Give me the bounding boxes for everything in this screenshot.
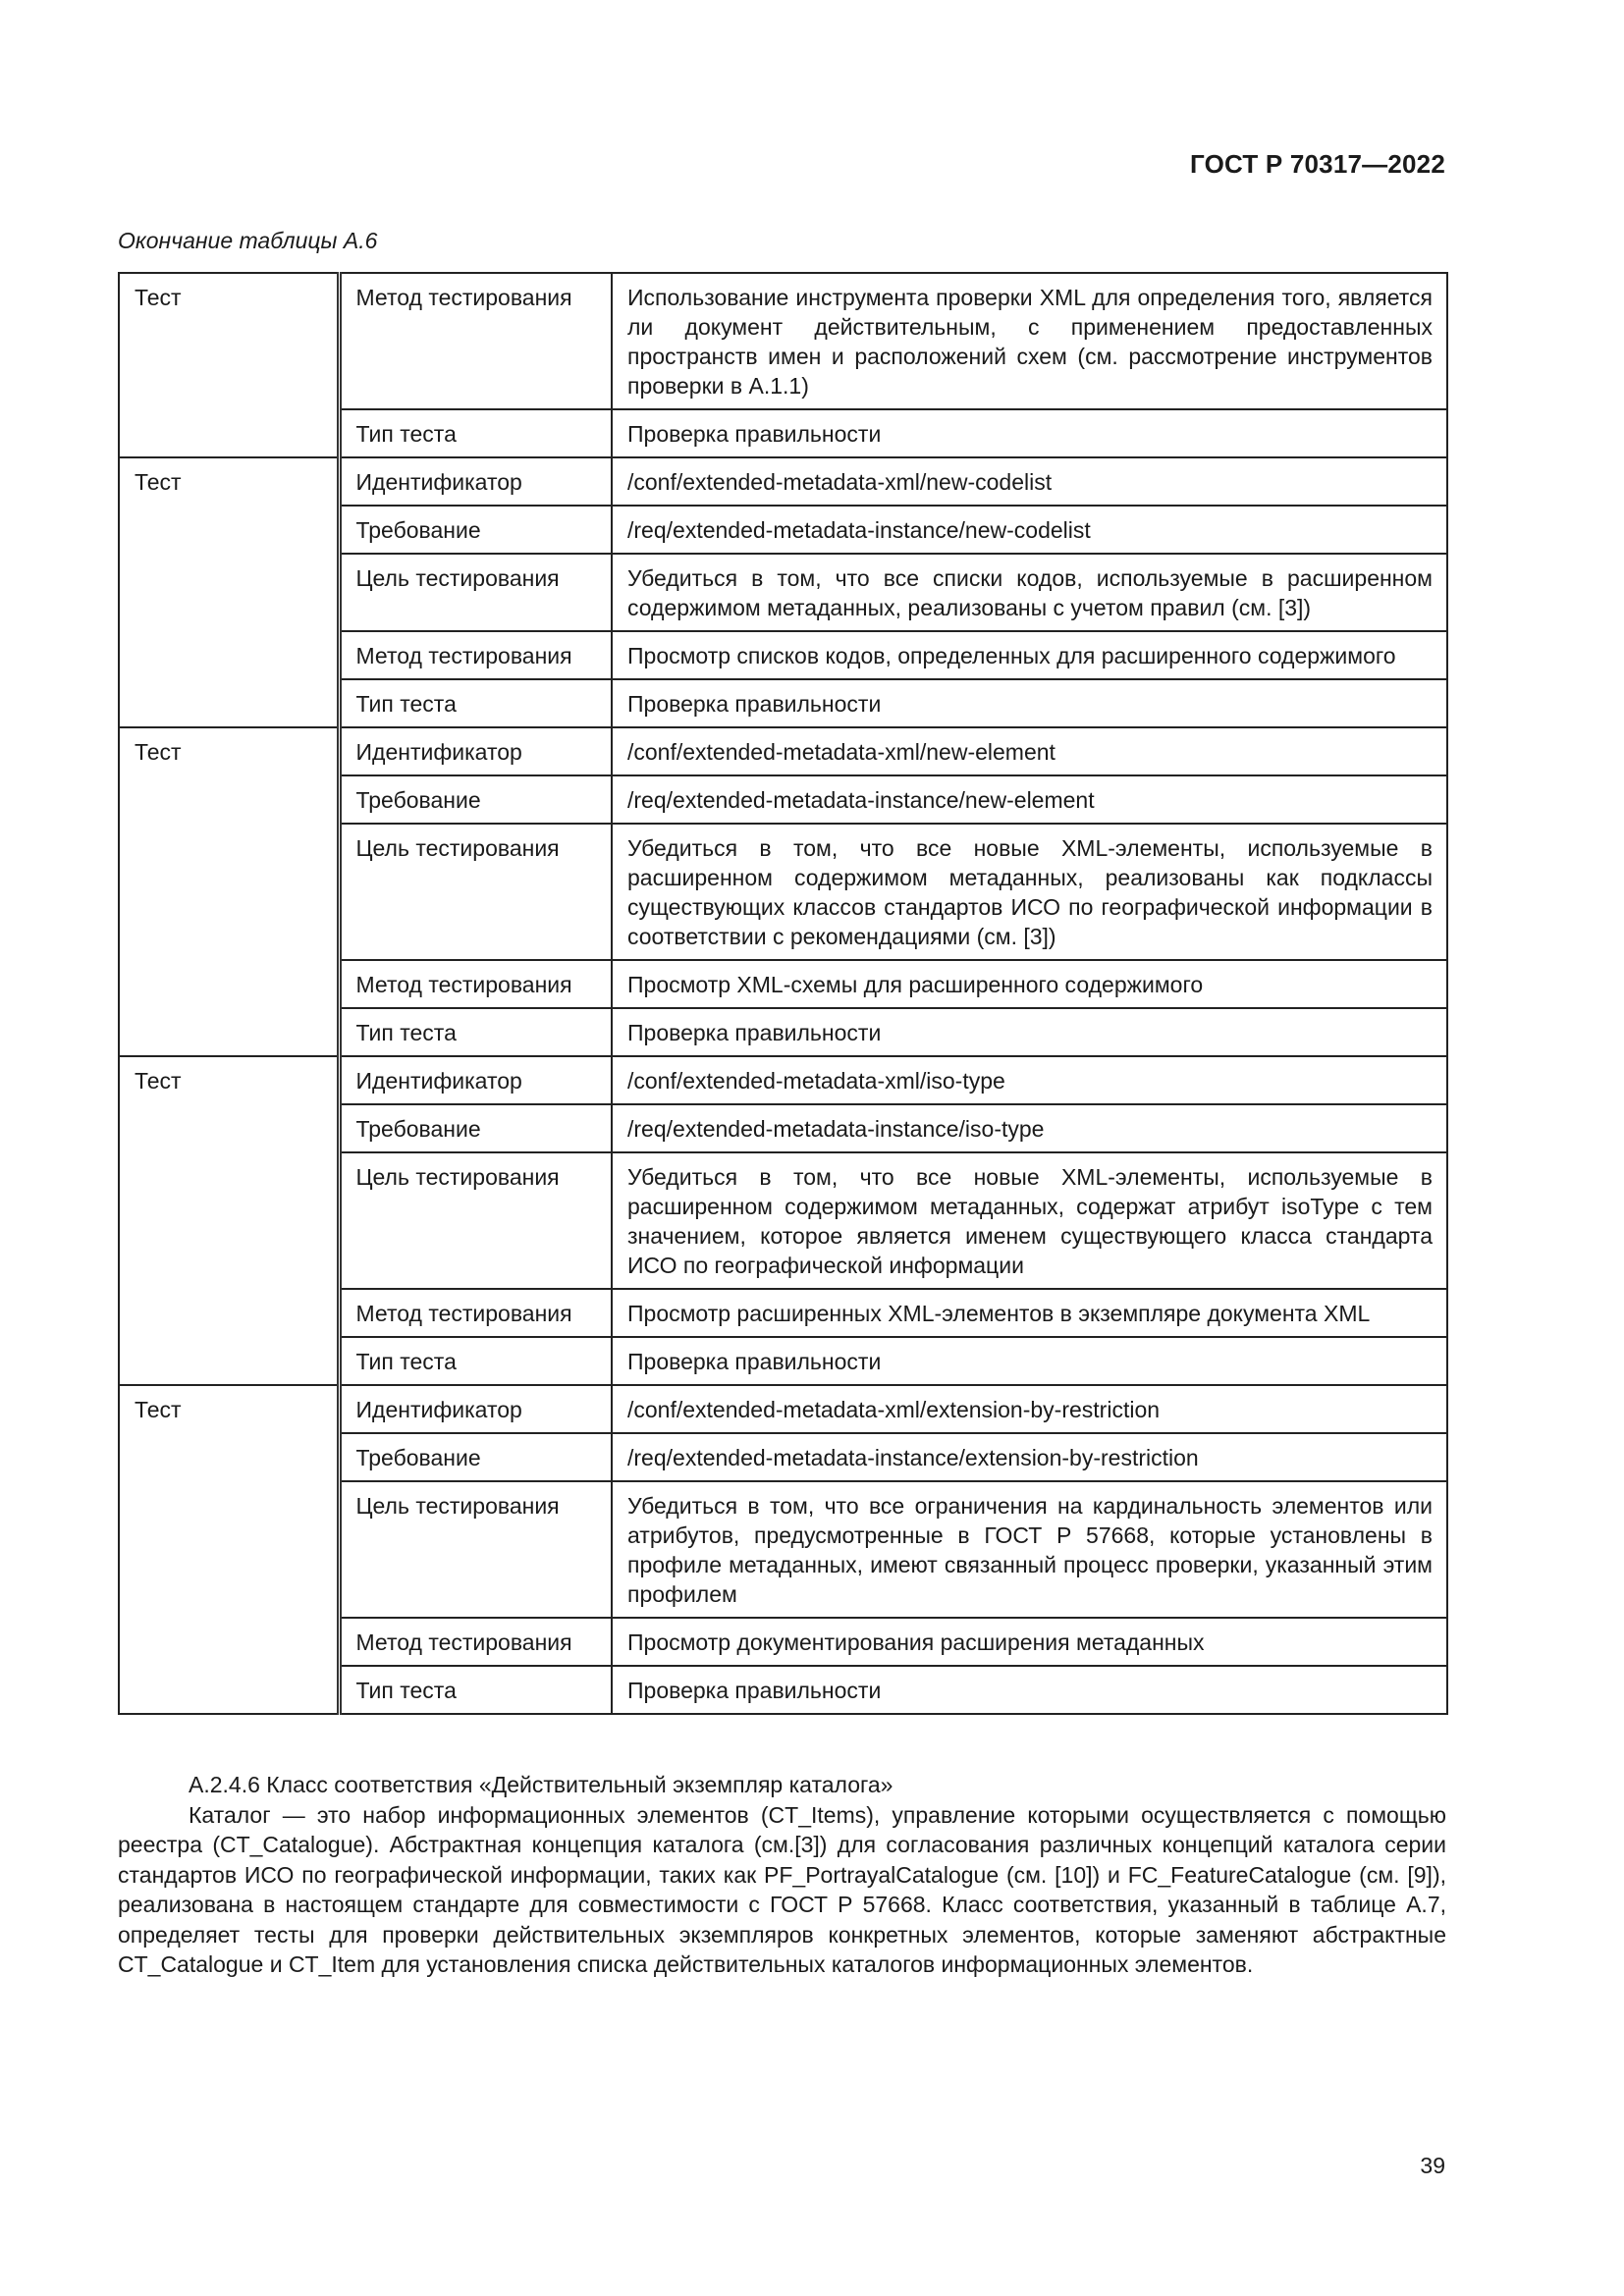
test-property-name: Метод тестирования (339, 960, 612, 1008)
test-group-label: Тест (119, 1056, 339, 1385)
test-group-label: Тест (119, 1385, 339, 1714)
page-number: 39 (1420, 2153, 1445, 2178)
test-property-value: /conf/extended-metadata-xml/new-codelist (612, 457, 1447, 506)
test-group-label: Тест (119, 727, 339, 1056)
test-property-value: Просмотр списков кодов, определенных для расширенного содержимого (612, 631, 1447, 679)
table-row (119, 457, 1447, 506)
test-property-name: Тип теста (339, 679, 612, 727)
test-property-name: Требование (339, 1104, 612, 1152)
test-property-value: Убедиться в том, что все новые XML-элементы, используемые в расширенном содержимом метаданных, содержат атрибут isoType с тем значением, которое является именем существующего класса стандарта ИСО по географической информации (612, 1152, 1447, 1289)
test-property-value: Проверка правильности (612, 679, 1447, 727)
section-heading: А.2.4.6 Класс соответствия «Действительный экземпляр каталога» (189, 1772, 893, 1797)
test-property-value: Просмотр XML-схемы для расширенного содержимого (612, 960, 1447, 1008)
test-property-name: Идентификатор (339, 1056, 612, 1104)
test-property-name: Тип теста (339, 1337, 612, 1385)
test-property-value: Просмотр расширенных XML-элементов в экземпляре документа XML (612, 1289, 1447, 1337)
test-property-name: Метод тестирования (339, 1618, 612, 1666)
table-caption: Окончание таблицы А.6 (118, 228, 378, 253)
table-row (119, 1056, 1447, 1104)
test-property-value: /req/extended-metadata-instance/new-codelist (612, 506, 1447, 554)
test-property-value: /conf/extended-metadata-xml/new-element (612, 727, 1447, 775)
test-property-value: Проверка правильности (612, 1337, 1447, 1385)
test-property-value: /req/extended-metadata-instance/extension-by-restriction (612, 1433, 1447, 1481)
test-property-value: /conf/extended-metadata-xml/iso-type (612, 1056, 1447, 1104)
test-property-name: Идентификатор (339, 1385, 612, 1433)
test-property-name: Метод тестирования (339, 1289, 612, 1337)
test-property-value: /req/extended-metadata-instance/iso-type (612, 1104, 1447, 1152)
test-property-name: Тип теста (339, 1666, 612, 1714)
section-paragraph: Каталог — это набор информационных элементов (CT_Items), управление которыми осуществляется с помощью реестра (CT_Catalogue). Абстрактная концепция каталога (см.[3]) для согласования различных концепций каталога серии стандартов ИСО по географической информации, таких как PF_PortrayalCatalogue (см. [10]) и FC_FeatureCatalogue (см. [9]), реализована в настоящем стандарте для совместимости с ГОСТ Р 57668. Класс соответствия, указанный в таблице А.7, определяет тесты для проверки действительных экземпляров конкретных элементов, которые заменяют абстрактные CT_Catalogue и CT_Item для установления списка действительных каталогов информационных элементов. (118, 1801, 1446, 1977)
test-property-value: Проверка правильности (612, 1008, 1447, 1056)
test-property-name: Цель тестирования (339, 1481, 612, 1618)
test-property-name: Цель тестирования (339, 554, 612, 631)
section-text (118, 1770, 1446, 1980)
document-standard-header: ГОСТ Р 70317—2022 (1190, 149, 1445, 179)
conformance-test-table (118, 272, 1448, 1715)
table-row (119, 273, 1447, 409)
test-property-name: Тип теста (339, 1008, 612, 1056)
test-property-name: Цель тестирования (339, 1152, 612, 1289)
test-property-name: Метод тестирования (339, 273, 612, 409)
table-row (119, 1385, 1447, 1433)
test-property-value: Проверка правильности (612, 1666, 1447, 1714)
test-property-value: Убедиться в том, что все ограничения на кардинальность элементов или атрибутов, предусмотренные в ГОСТ Р 57668, которые установлены в профиле метаданных, имеют связанный процесс проверки, указанный этим профилем (612, 1481, 1447, 1618)
table-row (119, 727, 1447, 775)
test-property-value: Убедиться в том, что все списки кодов, используемые в расширенном содержимом метаданных, реализованы с учетом правил (см. [3]) (612, 554, 1447, 631)
test-property-value: Просмотр документирования расширения метаданных (612, 1618, 1447, 1666)
test-property-value: /conf/extended-metadata-xml/extension-by-restriction (612, 1385, 1447, 1433)
test-property-name: Тип теста (339, 409, 612, 457)
test-group-label: Тест (119, 273, 339, 457)
test-property-value: /req/extended-metadata-instance/new-element (612, 775, 1447, 824)
test-property-name: Требование (339, 506, 612, 554)
test-property-name: Идентификатор (339, 727, 612, 775)
test-property-value: Убедиться в том, что все новые XML-элементы, используемые в расширенном содержимом метаданных, реализованы как подклассы существующих классов стандартов ИСО по географической информации в соответствии с рекомендациями (см. [3]) (612, 824, 1447, 960)
test-property-name: Идентификатор (339, 457, 612, 506)
test-property-name: Требование (339, 1433, 612, 1481)
test-group-label: Тест (119, 457, 339, 727)
test-property-name: Метод тестирования (339, 631, 612, 679)
test-property-value: Проверка правильности (612, 409, 1447, 457)
test-property-name: Требование (339, 775, 612, 824)
test-property-name: Цель тестирования (339, 824, 612, 960)
test-property-value: Использование инструмента проверки XML для определения того, является ли документ действительным, с применением предоставленных пространств имен и расположений схем (см. рассмотрение инструментов проверки в А.1.1) (612, 273, 1447, 409)
